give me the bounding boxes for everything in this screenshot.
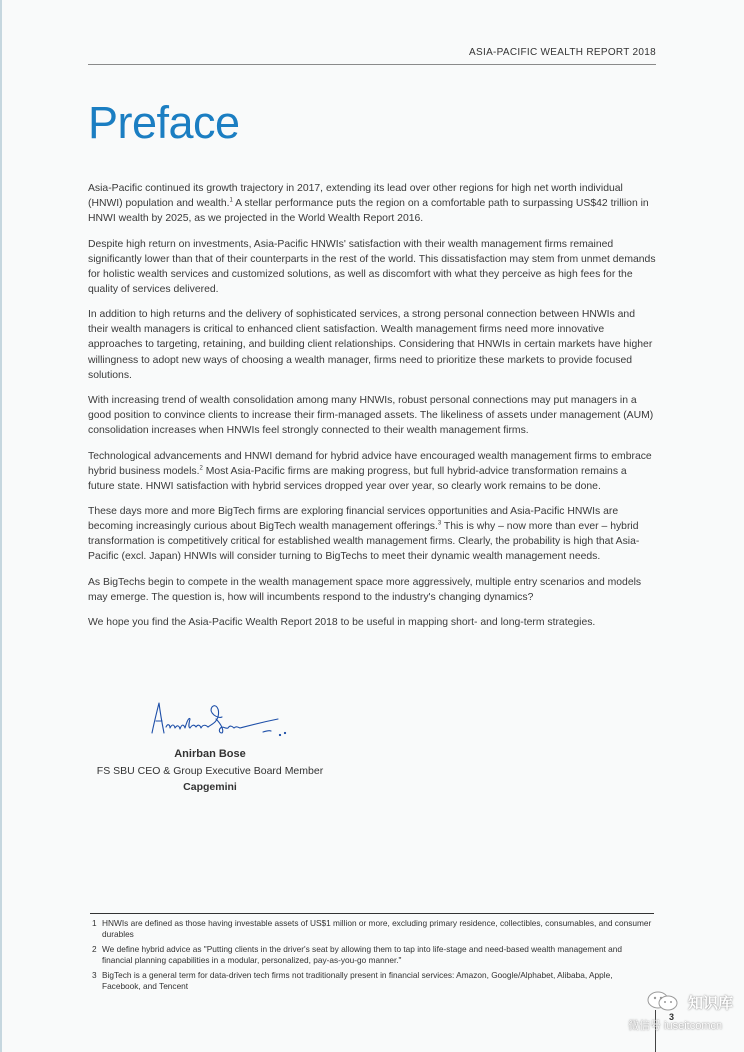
footnote-2: 2 We define hybrid advice as "Putting clients in the driver's seat by allowing them to tap into life-stage and need-based wealth management and financial planning capabilities in a modular, personalized, pay-as-you-go manner." bbox=[92, 944, 623, 965]
left-margin-rule bbox=[0, 0, 2, 1052]
footnote-divider bbox=[90, 913, 654, 914]
paragraph-1: Asia-Pacific continued its growth trajectory in 2017, extending its lead over other regions for high net worth individual (HNWI) population and wealth.$^1$ A stellar performance puts the region on a comfortable path to surpassing US$42 trillion in HNWI wealth by 2025, as we projected in the World Wealth Report 2016. bbox=[88, 183, 649, 225]
header-divider bbox=[88, 64, 656, 65]
footnote-ref-1[interactable]: 1 bbox=[229, 197, 233, 204]
paragraph-4: With increasing trend of wealth consolidation among many HNWIs, robust personal connections may put managers in a good position to convince clients to increase their firm-managed assets. The likeliness of assets under management (AUM) consolidation increases when HNWIs feel strongly connected to their wealth management firms. bbox=[88, 395, 654, 437]
page-title: Preface bbox=[88, 97, 240, 148]
running-header: ASIA-PACIFIC WEALTH REPORT 2018 bbox=[469, 47, 656, 58]
paragraph-2: Despite high return on investments, Asia-Pacific HNWIs' satisfaction with their wealth management firms remained significantly lower than that of their counterparts in the rest of the world. This dissatisfaction may stem from unmet demands for holistic wealth services and customized solutions, as well as discomfort with what they perceive as high fees for the quality of services delivered. bbox=[88, 238, 656, 295]
paragraph-3: In addition to high returns and the delivery of sophisticated services, a strong personal connection between HNWIs and their wealth managers is critical to enhanced client satisfaction. Wealth management firms need more innovative approaches to targeting, retaining, and building client relationships. Considering that HNWIs in certain markets have higher willingness to adopt new ways of choosing a wealth manager, firms need to prioritize these markets to provide focused solutions. bbox=[88, 309, 653, 381]
signatory-name: Anirban Bose bbox=[174, 748, 246, 760]
page-number: 3 bbox=[669, 1012, 675, 1022]
watermark-brand: 知识库 bbox=[688, 995, 734, 1012]
signatory-company: Capgemini bbox=[183, 781, 237, 793]
watermark-account: 微信号 iuseitcomcn bbox=[628, 1020, 723, 1032]
footnotes bbox=[92, 918, 652, 997]
paragraph-5: Technological advancements and HNWI demand for hybrid advice have encouraged wealth management firms to embrace hybrid business models.$^2$ Most Asia-Pacific firms are making progress, but full hybrid-advice transformation remains a future state. HNWI satisfaction with hybrid services dropped year over year, so clearly work remains to be done. bbox=[88, 450, 652, 492]
wechat-icon bbox=[646, 990, 680, 1012]
signatory-title: FS SBU CEO & Group Executive Board Member bbox=[96, 765, 324, 777]
footnote-ref-3[interactable]: 3 bbox=[437, 520, 442, 527]
paragraph-7: As BigTechs begin to compete in the wealth management space more aggressively, multiple entry scenarios and models may emerge. The question is, how will incumbents respond to the industry's changing dynamics? bbox=[88, 576, 642, 603]
paragraph-8: We hope you find the Asia-Pacific Wealth Report 2018 to be useful in mapping short- and long-term strategies. bbox=[88, 617, 596, 629]
footnote-1: 1 HNWIs are defined as those having investable assets of US$1 million or more, excluding primary residence, collectibles, consumables, and consumer durables bbox=[92, 918, 652, 939]
preface-body bbox=[88, 181, 656, 641]
handwritten-signature bbox=[148, 697, 298, 747]
footnote-ref-2[interactable]: 2 bbox=[199, 465, 203, 472]
footnote-3: 3 BigTech is a general term for data-driven tech firms not traditionally present in financial services: Amazon, Google/Alphabet, Alibaba, Apple, Facebook, and Tencent bbox=[92, 970, 613, 991]
paragraph-6: These days more and more BigTech firms are exploring financial services opportunities and Asia-Pacific HNWIs are becoming increasingly curious about BigTech wealth management offerings.$^3$ This is why – now more than ever – hybrid transformation is competitively critical for established wealth management firms. Clearly, the probability is high that Asia-Pacific (excl. Japan) HNWIs will consider turning to BigTechs to meet their dynamic wealth management needs. bbox=[88, 506, 640, 563]
